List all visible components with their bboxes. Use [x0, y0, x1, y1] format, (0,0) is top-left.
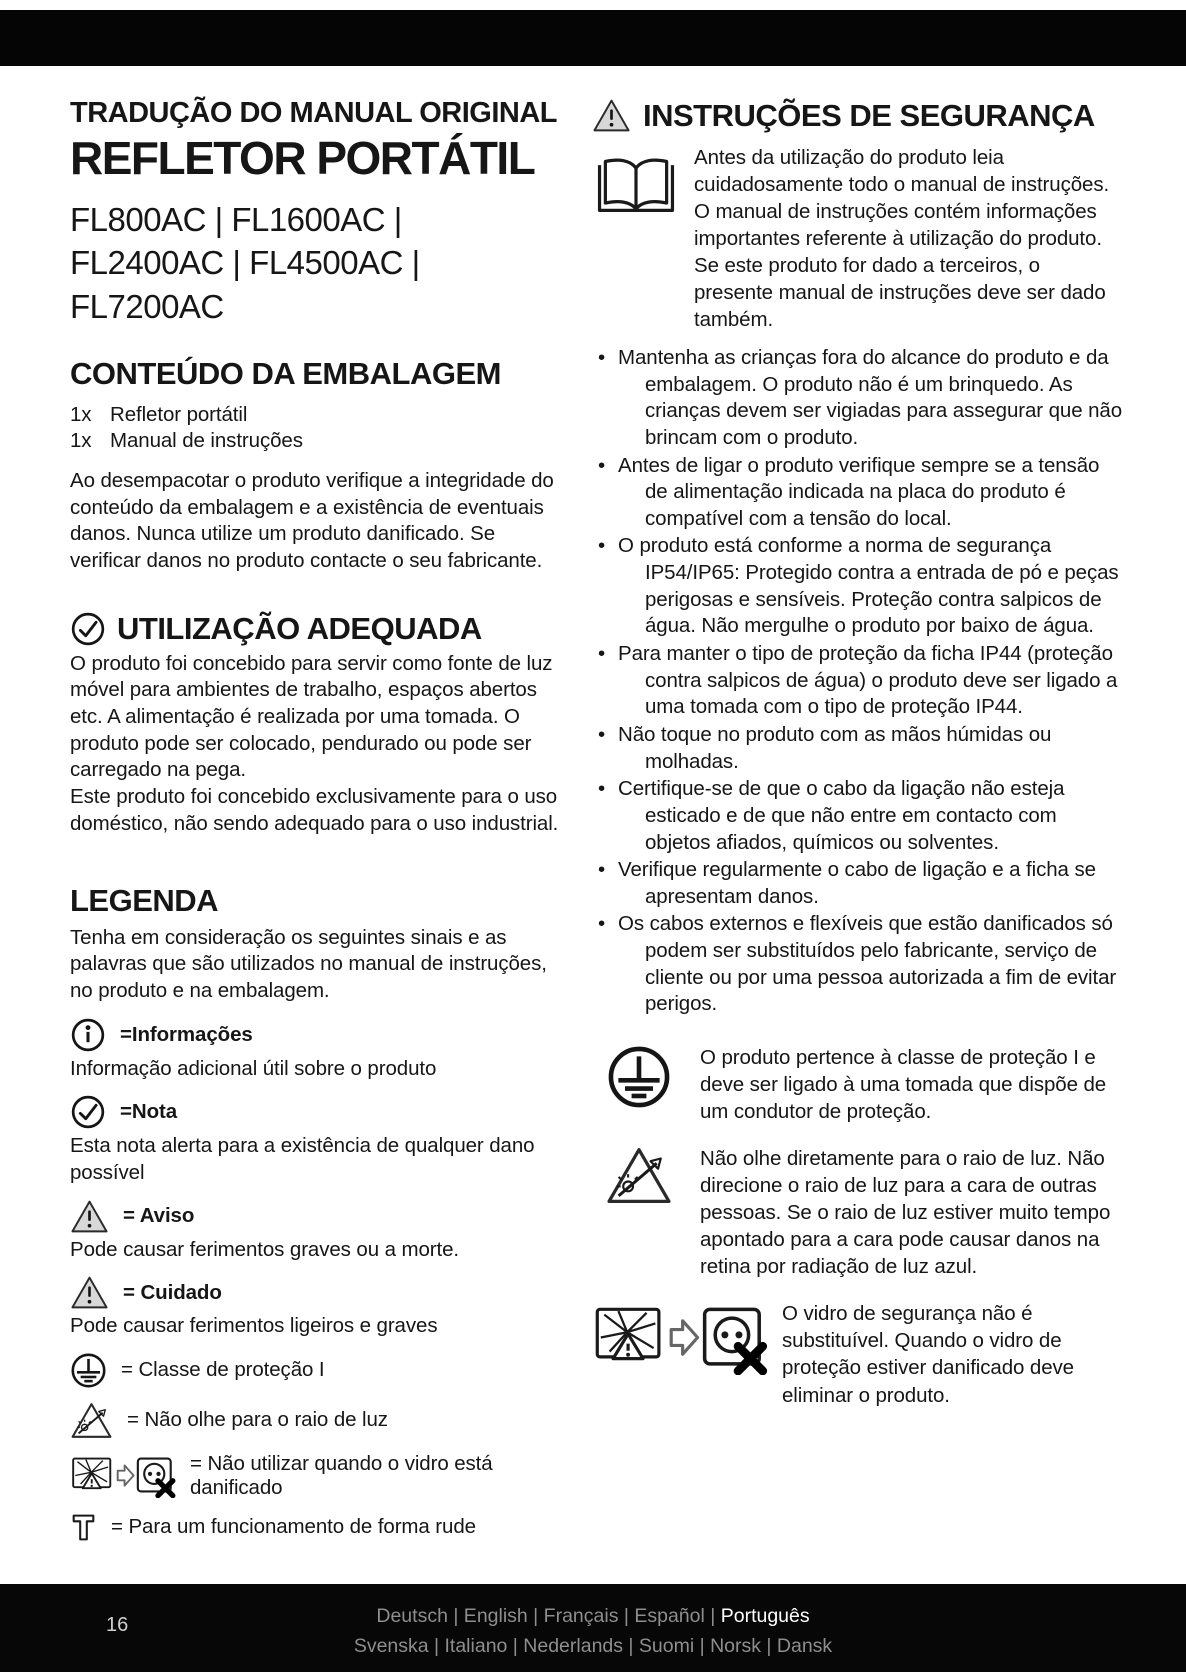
safety-note-text: O vidro de segurança não é substituível. Quando o vidro de proteção estiver danificado deve eliminar o produto. — [782, 1302, 1074, 1407]
footer-language-active: Português — [720, 1605, 810, 1627]
safety-bullet-list — [592, 345, 1124, 1018]
bullet-marker: • — [598, 722, 606, 746]
legend-term: =Nota — [120, 1100, 178, 1124]
open-book-icon — [592, 152, 680, 222]
page-title: REFLETOR PORTÁTIL — [70, 131, 535, 184]
section-heading-safety — [592, 98, 1124, 134]
legend-term: = Classe de proteção I — [121, 1358, 325, 1382]
check-circle-icon — [70, 611, 106, 647]
section-heading-legend: LEGENDA — [70, 883, 219, 919]
footer-languages-line2: Svenska | Italiano | Nederlands | Suomi | Norsk | Dansk — [353, 1635, 833, 1658]
page-number: 16 — [106, 1614, 129, 1636]
package-body: Ao desempacotar o produto verifique a integridade do conteúdo da embalagem e a existência de eventuais danos. Nunca utilize um produto danificado. Se verificar danos no produto contacte o seu fabricante. — [70, 469, 554, 573]
bullet-marker: • — [598, 642, 606, 666]
legend-entries — [70, 1017, 562, 1543]
rough-service-icon — [70, 1512, 97, 1543]
bullet-marker: • — [598, 858, 606, 882]
safety-bullet-text: Não toque no produto com as mãos húmidas ou molhadas. — [618, 722, 1052, 773]
no-look-beam-icon — [605, 1145, 673, 1206]
legend-entry — [70, 1512, 562, 1543]
safety-bullet-text: Certifique-se de que o cabo da ligação não esteja esticado e de que não entre em contacto com objetos afiados, químicos ou solventes. — [618, 777, 1065, 854]
footer-bar — [0, 1584, 1186, 1672]
safety-heading-text: INSTRUÇÕES DE SEGURANÇA — [643, 98, 1095, 133]
package-item — [70, 402, 562, 429]
safety-note — [592, 1300, 1124, 1408]
safety-intro-paragraph-1: Antes da utilização do produto leia cuidadosamente todo o manual de instruções. O manual de instruções contém informações importantes referente à utilização do produto. — [694, 145, 1110, 250]
safety-bullet-item — [592, 345, 1124, 452]
check-circle-icon — [70, 1094, 106, 1130]
bullet-marker: • — [598, 453, 606, 477]
legend-entry — [70, 1452, 562, 1500]
bullet-marker: • — [598, 777, 606, 801]
safety-intro — [592, 144, 1124, 333]
safety-bullet-item — [592, 722, 1124, 775]
no-look-beam-icon — [70, 1401, 113, 1440]
legend-entry — [70, 1275, 562, 1310]
safety-bullet-text: Mantenha as crianças fora do alcance do produto e da embalagem. O produto não é um brinquedo. As crianças devem ser vigiadas para assegurar que não brincam com o produto. — [618, 345, 1123, 449]
safety-bullet-text: Antes de ligar o produto verifique sempre se a tensão de alimentação indicada na placa do produto é compatível com a tensão do local. — [618, 453, 1100, 530]
proper-use-body-1: O produto foi concebido para servir como fonte de luz móvel para ambientes de trabalho, espaços abertos etc. A alimentação é realizada por uma tomada. O produto pode ser colocado, pendurado ou pode ser carregado na pega. — [70, 651, 553, 782]
legend-desc: Informação adicional útil sobre o produto — [70, 1056, 437, 1080]
glass-damage-icon — [592, 1300, 768, 1375]
safety-bullet-item — [592, 857, 1124, 910]
package-item-label: Manual de instruções — [110, 429, 303, 453]
footer-languages-line1: Deutsch | English | Français | Español | Português — [376, 1605, 810, 1627]
safety-note — [592, 1044, 1124, 1125]
safety-bullet-item — [592, 911, 1124, 1018]
warning-triangle-icon — [70, 1199, 109, 1234]
legend-term: = Aviso — [123, 1204, 195, 1228]
safety-bullet-item — [592, 453, 1124, 533]
warning-triangle-icon — [592, 98, 631, 133]
safety-notes — [592, 1044, 1124, 1409]
package-item-label: Refletor portátil — [110, 402, 248, 426]
safety-bullet-text: Verifique regularmente o cabo de ligação e a ficha se apresentam danos. — [618, 858, 1096, 908]
legend-entry — [70, 1199, 562, 1234]
safety-bullet-text: O produto está conforme a norma de segurança IP54/IP65: Protegido contra a entrada de pó e peças perigosas e sensíveis. Proteção contra salpicos de água. Não mergulhe o produto por baixo de água. — [618, 534, 1119, 638]
proper-use-heading-text: UTILIZAÇÃO ADEQUADA — [117, 610, 482, 646]
proper-use-body-2: Este produto foi concebido exclusivamente para o uso doméstico, não sendo adequado para o uso industrial. — [70, 784, 559, 835]
bullet-marker: • — [598, 345, 606, 369]
bullet-marker: • — [598, 534, 606, 558]
safety-note-text: O produto pertence à classe de proteção I e deve ser ligado à uma tomada que dispõe de um condutor de proteção. — [700, 1045, 1107, 1124]
safety-note-text: Não olhe diretamente para o raio de luz. Não direcione o raio de luz para a cara de outras pessoas. Se o raio de luz estiver muito tempo apontado para a cara pode causar danos na retina por radiação de luz azul. — [700, 1147, 1111, 1279]
legend-entry — [70, 1352, 562, 1389]
earth-class1-icon — [606, 1044, 672, 1110]
glass-damage-icon — [70, 1453, 176, 1498]
section-heading-package: CONTEÚDO DA EMBALAGEM — [70, 356, 501, 392]
section-heading-proper-use — [70, 611, 562, 647]
legend-term: = Não olhe para o raio de luz — [127, 1408, 388, 1432]
legend-term: = Não utilizar quando o vidro está danificado — [190, 1451, 493, 1499]
legend-intro: Tenha em consideração os seguintes sinais e as palavras que são utilizados no manual de instruções, no produto e na embalagem. — [70, 925, 547, 1003]
safety-note — [592, 1145, 1124, 1280]
package-item — [70, 428, 562, 455]
legend-term: = Para um funcionamento de forma rude — [111, 1515, 476, 1539]
package-items — [70, 402, 562, 455]
legend-term: =Informações — [120, 1022, 253, 1046]
page-top-bar — [0, 10, 1186, 66]
legend-desc: Pode causar ferimentos ligeiros e graves — [70, 1314, 438, 1338]
safety-intro-paragraph-2: Se este produto for dado a terceiros, o presente manual de instruções deve ser dado também. — [694, 253, 1106, 331]
legend-entry — [70, 1094, 562, 1130]
package-item-qty: 1x — [70, 429, 92, 453]
left-column — [70, 66, 562, 1543]
legend-entry — [70, 1401, 562, 1440]
safety-bullet-item — [592, 776, 1124, 856]
safety-bullet-item — [592, 533, 1124, 640]
legend-desc: Esta nota alerta para a existência de qualquer dano possível — [70, 1134, 535, 1185]
legend-entry — [70, 1017, 562, 1053]
info-circle-icon — [70, 1017, 106, 1053]
kicker: TRADUÇÃO DO MANUAL ORIGINAL — [70, 97, 557, 129]
safety-bullet-text: Para manter o tipo de proteção da ficha IP44 (proteção contra salpicos de água) o produto deve ser ligado a uma tomada com o tipo de proteção IP44. — [618, 642, 1118, 719]
bullet-marker: • — [598, 912, 606, 936]
safety-bullet-item — [592, 641, 1124, 721]
legend-term: = Cuidado — [123, 1280, 222, 1304]
warning-triangle-icon — [70, 1275, 109, 1310]
safety-bullet-text: Os cabos externos e flexíveis que estão danificados só podem ser substituídos pelo fabricante, serviço de cliente ou por uma pessoa autorizada a fim de evitar perigos. — [618, 912, 1117, 1016]
legend-desc: Pode causar ferimentos graves ou a morte. — [70, 1237, 460, 1261]
right-column — [592, 66, 1124, 1409]
model-list: FL800AC | FL1600AC | FL2400AC | FL4500AC | FL7200AC — [70, 200, 420, 325]
earth-class1-icon — [70, 1352, 107, 1389]
package-item-qty: 1x — [70, 402, 92, 426]
